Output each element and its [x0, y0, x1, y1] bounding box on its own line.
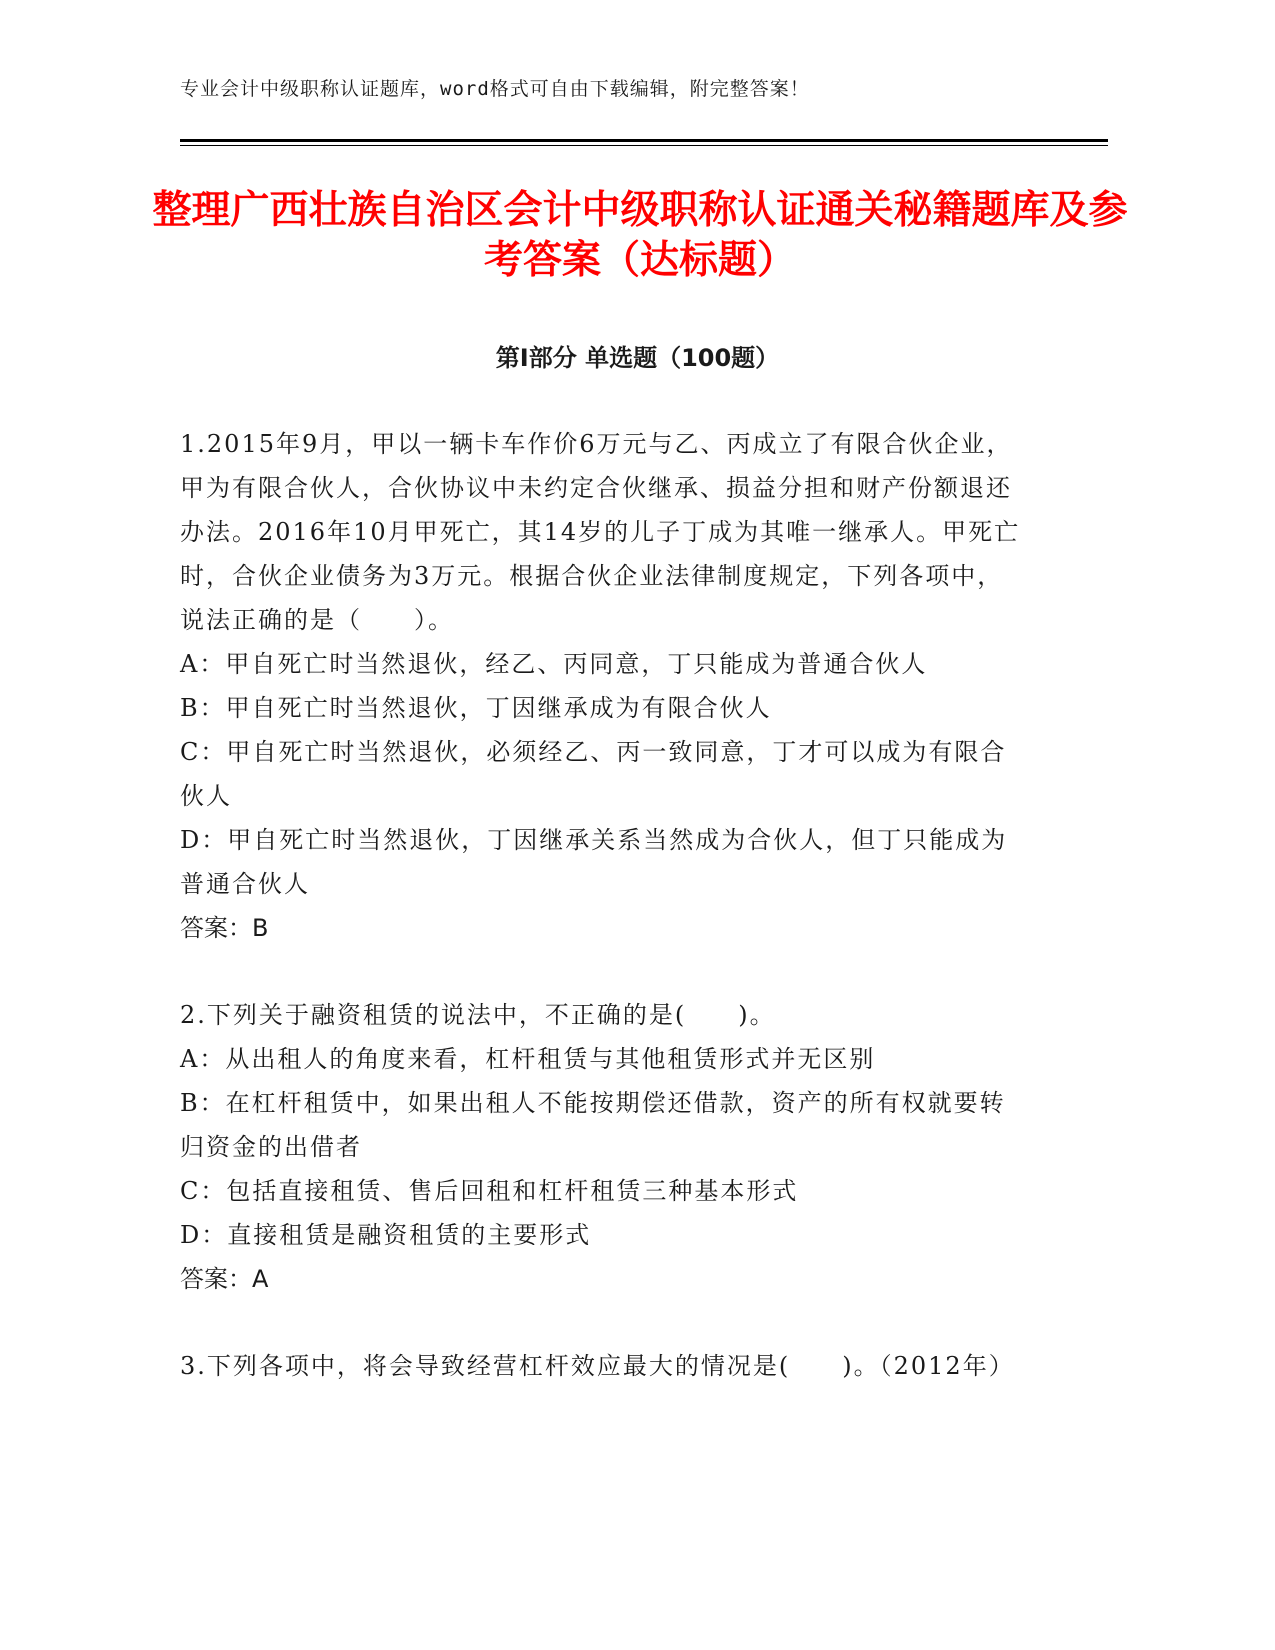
question-stem: 1.2015年9月，甲以一辆卡车作价6万元与乙、丙成立了有限合伙企业，甲为有限合伙人，合伙协议中未约定合伙继承、损益分担和财产份额退还办法。2016年10月甲死亡，其14岁的儿子丁成为其唯一继承人。甲死亡时，合伙企业债务为3万元。根据合伙企业法律制度规定，下列各项中，说法正确的是（ ）。 [180, 430, 1021, 634]
question-stem: 2.下列关于融资租赁的说法中，不正确的是( )。 [180, 1001, 776, 1029]
question-stem: 3.下列各项中，将会导致经营杠杆效应最大的情况是( )。（2012年） [180, 1352, 1015, 1380]
header-note: 专业会计中级职称认证题库，word格式可自由下载编辑，附完整答案！ [180, 78, 810, 100]
question-2 [180, 993, 1025, 1301]
option-b: B：在杠杆租赁中，如果出租人不能按期偿还借款，资产的所有权就要转归资金的出借者 [180, 1089, 1006, 1161]
option-c: C：包括直接租赁、售后回租和杠杆租赁三种基本形式 [180, 1177, 799, 1205]
section-heading: 第Ⅰ部分 单选题（100题） [495, 344, 780, 372]
answer: 答案：A [180, 1265, 269, 1293]
question-list [180, 422, 1025, 1431]
option-d: D：直接租赁是融资租赁的主要形式 [180, 1221, 592, 1249]
header-rule-thick [180, 139, 1108, 142]
question-1 [180, 422, 1025, 950]
header-rule-thin [180, 145, 1108, 146]
option-c: C：甲自死亡时当然退伙，必须经乙、丙一致同意，丁才可以成为有限合伙人 [180, 738, 1007, 810]
option-b: B：甲自死亡时当然退伙，丁因继承成为有限合伙人 [180, 694, 772, 722]
answer: 答案：B [180, 914, 269, 942]
option-a: A：甲自死亡时当然退伙，经乙、丙同意，丁只能成为普通合伙人 [180, 650, 928, 678]
document-title: 整理广西壮族自治区会计中级职称认证通关秘籍题库及参考答案（达标题） [152, 188, 1128, 283]
option-d: D：甲自死亡时当然退伙，丁因继承关系当然成为合伙人，但丁只能成为普通合伙人 [180, 826, 1008, 898]
option-a: A：从出租人的角度来看，杠杆租赁与其他租赁形式并无区别 [180, 1045, 876, 1073]
question-3 [180, 1344, 1025, 1388]
